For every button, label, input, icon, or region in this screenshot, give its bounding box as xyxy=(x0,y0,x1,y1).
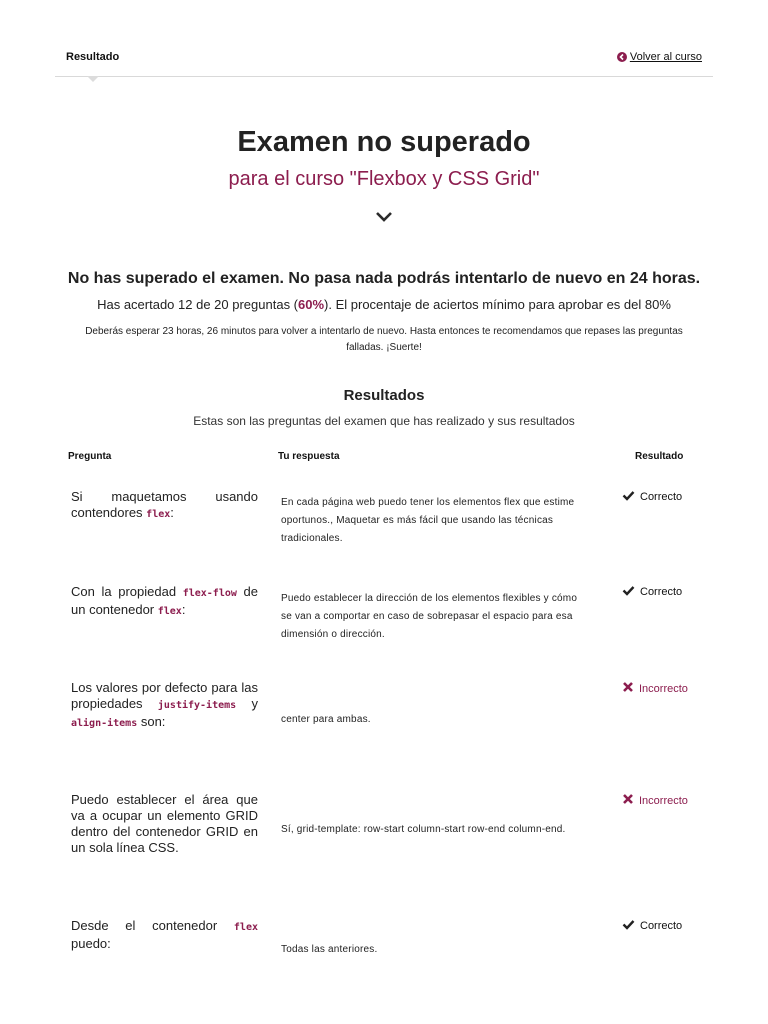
result-badge xyxy=(622,490,682,504)
question-text xyxy=(71,918,258,952)
cross-icon xyxy=(622,793,634,808)
tab-resultado[interactable]: Resultado xyxy=(66,51,120,63)
answer-text: Puedo establecer la dirección de los elementos flexibles y cómo se van a comportar en caso de sobrepasar el espacio para esa dimensión o dirección. xyxy=(281,593,578,640)
chevron-down-icon[interactable] xyxy=(375,210,393,229)
question-fragment: de un contenedor xyxy=(71,584,258,617)
code-term: flex xyxy=(157,606,182,617)
check-icon xyxy=(622,919,635,933)
score-percentage: 60% xyxy=(298,297,325,312)
page-title: Examen no superado xyxy=(237,126,531,158)
score-summary xyxy=(0,297,768,312)
question-fragment: : xyxy=(170,505,174,520)
question-fragment: Si maquetamos usando contendores xyxy=(71,489,258,520)
wait-notice: Deberás esperar 23 horas, 26 minutos para volver a intentarlo de nuevo. Hasta entonces te recomendamos que repases las preguntas falladas. ¡Suerte! xyxy=(85,326,683,353)
result-badge xyxy=(622,585,682,599)
code-term: flex-flow xyxy=(182,588,237,599)
active-tab-caret xyxy=(87,76,99,82)
score-suffix: ). El procentaje de aciertos mínimo para aprobar es del 80% xyxy=(324,297,671,312)
question-fragment: : xyxy=(181,602,186,617)
result-label: Correcto xyxy=(640,491,683,503)
code-term: flex xyxy=(233,922,258,933)
results-subtitle: Estas son las preguntas del examen que has realizado y sus resultados xyxy=(193,414,575,428)
score-prefix: Has acertado 12 de 20 preguntas ( xyxy=(97,297,299,312)
result-badge xyxy=(622,793,688,808)
result-label: Incorrecto xyxy=(639,794,688,807)
check-icon xyxy=(622,585,635,599)
column-header-result: Resultado xyxy=(635,451,684,462)
code-term: justify-items xyxy=(157,700,237,711)
question-fragment: Puedo establecer el área que va a ocupar un elemento GRID dentro del contenedor GRID en un sola línea CSS. xyxy=(71,792,258,855)
column-header-answer: Tu respuesta xyxy=(278,451,340,462)
course-subtitle: para el curso "Flexbox y CSS Grid" xyxy=(228,168,540,190)
question-text xyxy=(71,792,258,856)
result-badge xyxy=(622,681,688,696)
question-fragment: Los valores por defecto para las propiedades xyxy=(71,680,258,711)
cross-icon xyxy=(622,681,634,696)
code-term: flex xyxy=(146,509,171,520)
answer-text: Sí, grid-template: row-start column-start row-end column-end. xyxy=(281,824,566,835)
answer-text: En cada página web puedo tener los elementos flex que estime oportunos., Maquetar es más fácil que usando las técnicas tradicionales. xyxy=(281,497,575,544)
result-label: Correcto xyxy=(640,920,683,932)
arrow-left-circle-icon xyxy=(617,52,627,62)
check-icon xyxy=(622,490,635,504)
column-header-question: Pregunta xyxy=(68,451,112,462)
question-fragment: Desde el contenedor xyxy=(71,918,234,933)
answer-text: Todas las anteriores. xyxy=(281,944,378,955)
question-text xyxy=(71,489,258,523)
question-fragment: y xyxy=(236,696,258,711)
question-fragment: puedo: xyxy=(71,936,111,951)
result-label: Incorrecto xyxy=(639,682,688,695)
question-fragment: son: xyxy=(137,714,166,729)
result-badge xyxy=(622,919,682,933)
question-text xyxy=(71,584,258,620)
question-text xyxy=(71,680,258,732)
question-fragment: Con la propiedad xyxy=(71,584,183,599)
fail-message: No has superado el examen. No pasa nada podrás intentarlo de nuevo en 24 horas. xyxy=(67,270,701,287)
results-title: Resultados xyxy=(343,387,425,404)
back-link-label: Volver al curso xyxy=(629,51,702,63)
code-term: align-items xyxy=(71,718,138,729)
answer-text: center para ambas. xyxy=(281,714,371,725)
result-label: Correcto xyxy=(640,586,683,598)
top-nav xyxy=(55,40,713,77)
back-to-course-link[interactable] xyxy=(617,51,702,63)
